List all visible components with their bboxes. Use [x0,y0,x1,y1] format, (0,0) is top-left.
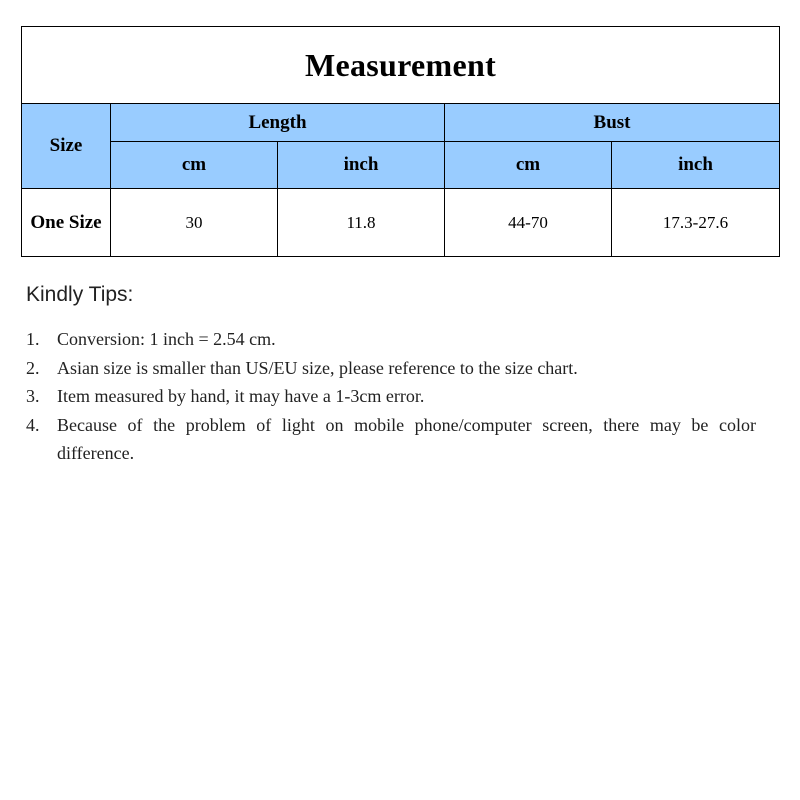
list-item-number: 3. [26,386,40,406]
measurement-table [21,26,780,257]
size-cell: One Size [22,189,111,257]
list-item-text: Conversion: 1 inch = 2.54 cm. [57,329,276,349]
bust-inch-cell: 17.3-27.6 [612,189,780,257]
list-item-text: Item measured by hand, it may have a 1-3cm error. [57,386,425,406]
length-header: Length [111,104,445,142]
size-header: Size [22,104,111,189]
list-item-number: 2. [26,357,40,378]
length-inch-cell: 11.8 [278,189,445,257]
list-item [26,325,756,354]
length-inch-header: inch [278,142,445,189]
list-item-text: Because of the problem of light on mobile phone/computer screen, there may be color difference. [57,414,756,463]
list-item-text: Asian size is smaller than US/EU size, please reference to the size chart. [57,357,578,378]
list-item [26,354,756,383]
list-item [26,382,756,411]
length-cm-cell: 30 [111,189,278,257]
bust-cm-header: cm [445,142,612,189]
list-item [26,411,756,468]
list-item-number: 4. [26,414,40,435]
tips-title: Kindly Tips: [26,283,134,306]
bust-header: Bust [445,104,780,142]
table-title: Measurement [22,27,780,104]
list-item-number: 1. [26,329,40,349]
bust-inch-header: inch [612,142,780,189]
length-cm-header: cm [111,142,278,189]
tips-list [26,325,756,468]
bust-cm-cell: 44-70 [445,189,612,257]
table-row [22,189,780,257]
kindly-tips [26,283,756,468]
